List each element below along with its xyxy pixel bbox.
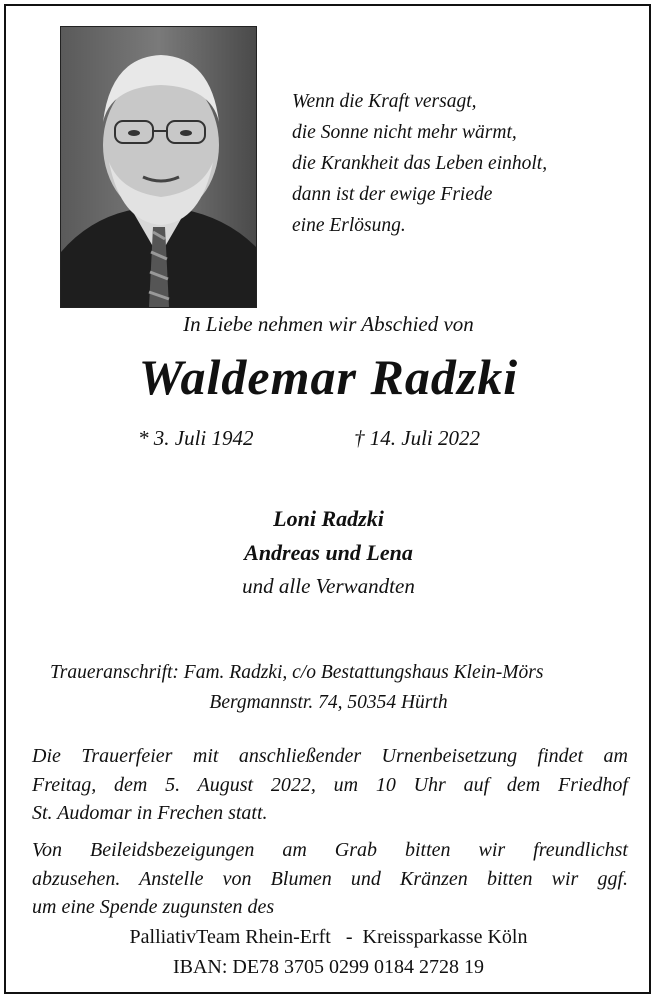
mourner-name: Loni Radzki xyxy=(273,506,384,531)
relatives-line: und alle Verwandten xyxy=(242,574,415,598)
ceremony-paragraph xyxy=(32,742,628,828)
donation-recipient: PalliativTeam Rhein-Erft - Kreissparkasse Köln xyxy=(129,926,528,948)
poem xyxy=(292,86,547,241)
iban: IBAN: DE78 3705 0299 0184 2728 19 xyxy=(172,956,485,978)
mourner-name: Andreas und Lena xyxy=(244,540,413,565)
poem-line: dann ist der ewige Friede xyxy=(292,184,493,205)
poem-line: die Krankheit das Leben einholt, xyxy=(292,153,548,174)
paragraph-line: abzusehen. Anstelle von Blumen und Kränzen bitten wir ggf. xyxy=(32,867,628,890)
paragraph-line: Die Trauerfeier mit anschließender Urnenbeisetzung findet am xyxy=(32,745,628,767)
poem-line: die Sonne nicht mehr wärmt, xyxy=(292,122,517,143)
paragraph-line: Von Beileidsbezeigungen am Grab bitten wir freundlichst xyxy=(32,839,628,861)
donation-paragraph xyxy=(32,836,628,922)
mourning-address-street: Bergmannstr. 74, 50354 Hürth xyxy=(209,692,448,713)
portrait-image xyxy=(61,27,256,307)
mourning-address-line: Traueranschrift: Fam. Radzki, c/o Bestattungshaus Klein-Mörs xyxy=(50,662,544,683)
paragraph-line: Freitag, dem 5. August 2022, um 10 Uhr auf dem Friedhof xyxy=(32,773,628,796)
poem-line: eine Erlösung. xyxy=(292,215,406,236)
death-date: † 14. Juli 2022 xyxy=(354,426,480,450)
paragraph-line: um eine Spende zugunsten des xyxy=(32,896,275,918)
deceased-name: Waldemar Radzki xyxy=(138,349,519,405)
poem-line: Wenn die Kraft versagt, xyxy=(292,91,477,112)
farewell-intro: In Liebe nehmen wir Abschied von xyxy=(183,312,474,336)
portrait-photo xyxy=(60,26,257,308)
birth-date: * 3. Juli 1942 xyxy=(138,426,254,450)
paragraph-line: St. Audomar in Frechen statt. xyxy=(32,802,268,824)
